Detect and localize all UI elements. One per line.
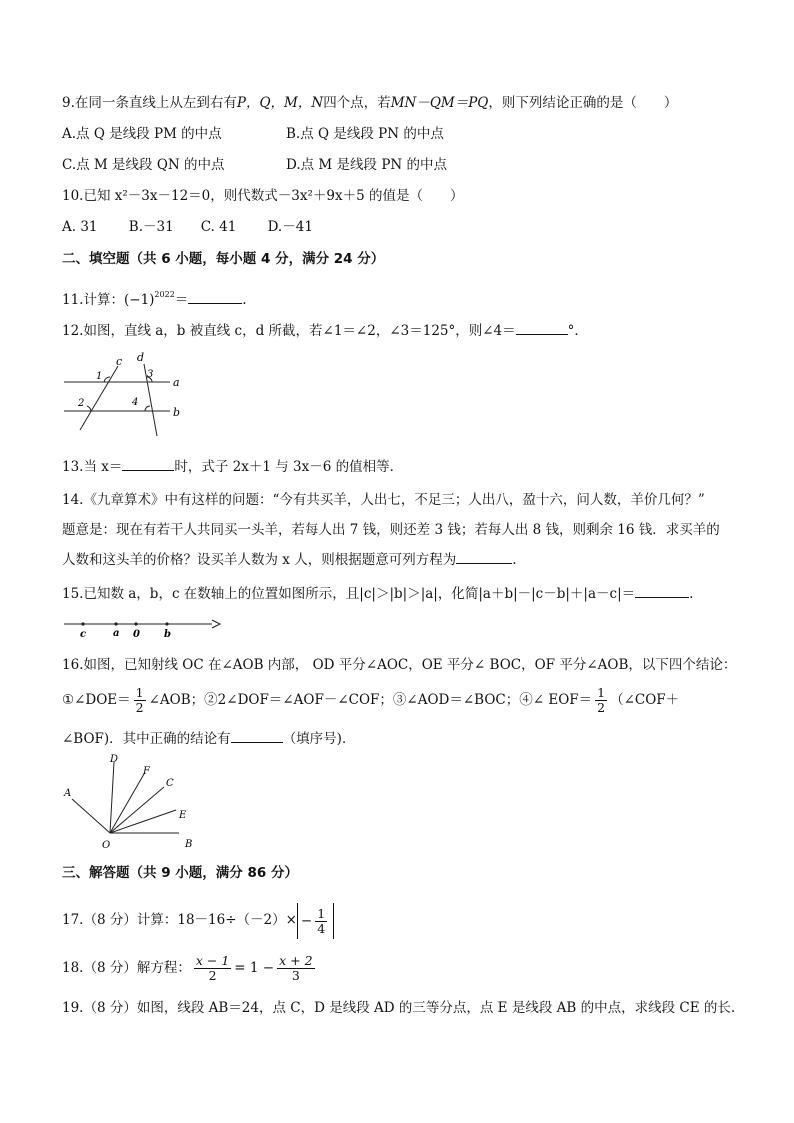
label-c: c <box>80 629 87 640</box>
q11-answer-blank[interactable] <box>188 291 242 304</box>
point-zero <box>134 622 137 625</box>
q9-option-b: B.点 Q 是线段 PN 的中点 <box>286 126 444 142</box>
ray-OA <box>72 799 110 833</box>
q9-condition: MN－QM＝PQ <box>390 95 489 111</box>
q16-line-3: ∠BOF)．其中正确的结论有 （填序号)． <box>62 731 356 747</box>
q16-answer-blank[interactable] <box>231 730 283 743</box>
label-2: 2 <box>78 398 85 409</box>
q13-answer-blank[interactable] <box>122 458 174 471</box>
label-C: C <box>166 778 174 789</box>
label-a: a <box>173 376 180 389</box>
q19: 19.（8 分）如图，线段 AB＝24，点 C，D 是线段 AD 的三等分点，点 E 是线段 AB 的中点，求线段 CE 的长. <box>62 1000 736 1016</box>
q18: 18.（8 分）解方程： $\frac{x - 1}{2}$ = 1 − $\frac{x + 2}{3}$ <box>62 953 313 983</box>
q12-figure <box>60 350 190 440</box>
q9-points: P，Q，M，N <box>236 95 324 111</box>
q9-option-c: C.点 M 是线段 QN 的中点 <box>62 157 225 173</box>
q14-line-3: 人数和这头羊的价格？设买羊人数为 x 人，则根据题意可列方程为 . <box>62 552 517 568</box>
q17: 17.（8 分）计算：18－16÷（－2）× − $\frac{1}{4}$ <box>62 902 334 939</box>
label-4: 4 <box>132 397 139 408</box>
q15: 15.已知数 a，b，c 在数轴上的位置如图所示，且|c|＞|b|＞|a|，化简|a＋b|－|c－b|＋|a－c|＝ . <box>62 586 694 602</box>
q11: 11.计算：$(-1)^{2022}=$ . <box>62 290 247 308</box>
label-b: b <box>173 406 181 419</box>
label-d: d <box>137 351 145 364</box>
ray-OF <box>110 774 144 833</box>
label-B: B <box>185 839 193 850</box>
q9-option-d: D.点 M 是线段 PN 的中点 <box>286 157 448 173</box>
q9-option-a: A.点 Q 是线段 PM 的中点 <box>62 126 222 142</box>
label-a: a <box>113 628 120 639</box>
q9-stem: 9.在同一条直线上从左到右有P，Q，M，N四个点，若MN－QM＝PQ，则下列结论正确的是（ ） <box>62 95 678 111</box>
q14-answer-blank[interactable] <box>456 551 512 564</box>
q14-line-2: 题意是：现在有若干人共同买一头羊，若每人出 7 钱，则还差 3 钱；若每人出 8 钱，则剩余 16 钱．求买羊的 <box>62 522 720 538</box>
q10-stem: 10.已知 x²－3x－12＝0，则代数式－3x²＋9x＋5 的值是（ ） <box>62 188 464 204</box>
fraction-half: $\frac{1}{2}$ <box>135 685 144 715</box>
q16-line-1: 16.如图，已知射线 OC 在∠AOB 内部， OD 平分∠AOC，OE 平分∠ BOC，OF 平分∠AOB，以下四个结论： <box>62 657 737 673</box>
section-2-heading: 二、填空题（共 6 小题，每小题 4 分，满分 24 分） <box>62 251 385 267</box>
q10-options: A. 31 B.－31 C. 41 D.－41 <box>62 219 313 235</box>
axis-arrow <box>212 620 220 628</box>
point-b <box>165 622 168 625</box>
point-a <box>114 622 117 625</box>
label-3: 3 <box>147 369 154 380</box>
label-1: 1 <box>96 371 103 382</box>
q12-answer-blank[interactable] <box>516 322 568 335</box>
fraction-half-2: $\frac{1}{2}$ <box>597 685 606 715</box>
fraction-right: $\frac{x + 2}{3}$ <box>279 953 313 983</box>
label-c: c <box>116 355 123 368</box>
q16-line-2: ①∠DOE＝ $\frac{1}{2}$ ∠AOB；②2∠DOF＝∠AOF－∠COF；③∠AOD＝∠BOC；④∠ EOF＝ $\frac{1}{2}$ （∠COF＋ <box>62 685 680 715</box>
q16-figure <box>60 752 210 852</box>
label-zero: 0 <box>133 629 140 640</box>
fraction-left: $\frac{x - 1}{2}$ <box>195 953 230 983</box>
label-D: D <box>110 754 119 765</box>
angle-2-arc <box>87 406 91 411</box>
label-A: A <box>64 788 72 799</box>
label-O: O <box>102 840 111 851</box>
absolute-value: − $\frac{1}{4}$ <box>297 903 334 939</box>
q11-base: (−1) <box>123 292 155 308</box>
q14-line-1: 14.《九章算术》中有这样的问题：“今有共买羊，人出七，不足三；人出八，盈十六，问人数，羊价几何？” <box>62 492 705 508</box>
label-E: E <box>179 810 187 821</box>
fraction-quarter: $\frac{1}{4}$ <box>317 905 326 936</box>
q12: 12.如图，直线 a，b 被直线 c，d 所截，若∠1＝∠2，∠3＝125°，则∠4＝ °． <box>62 323 588 339</box>
ray-OE <box>110 810 176 833</box>
label-b: b <box>164 629 171 640</box>
ray-OD <box>110 762 114 833</box>
ray-OC <box>110 787 164 833</box>
q15-answer-blank[interactable] <box>635 585 689 598</box>
point-c <box>81 622 84 625</box>
q13: 13.当 x＝ 时，式子 2x＋1 与 3x－6 的值相等． <box>62 459 404 475</box>
q15-number-line <box>60 612 225 642</box>
angle-4-arc <box>145 406 150 411</box>
q11-exponent: 2022 <box>154 290 175 299</box>
label-F: F <box>143 766 150 777</box>
section-3-heading: 三、解答题（共 9 小题，满分 86 分） <box>62 865 298 881</box>
